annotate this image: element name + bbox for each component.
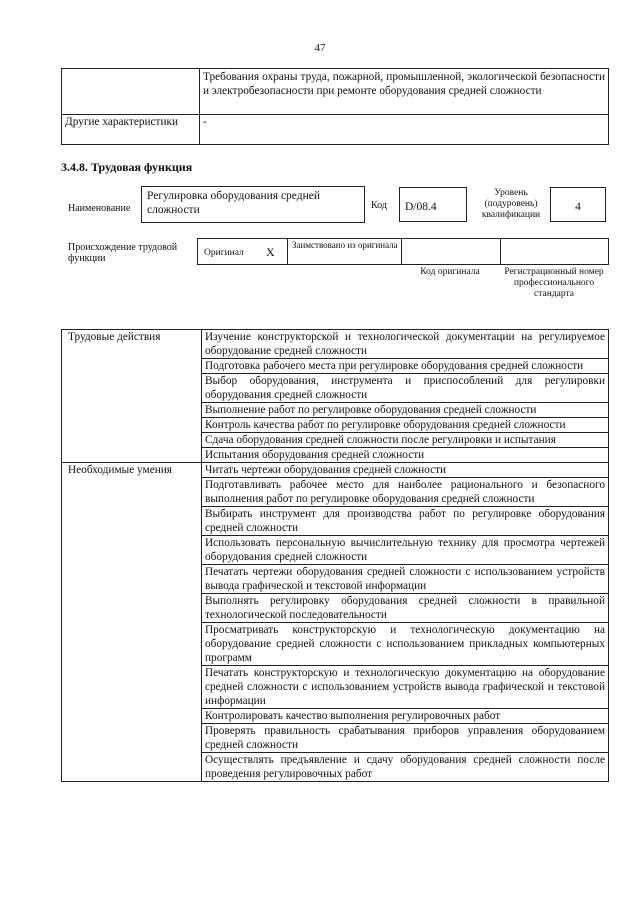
labor-action-item: Изучение конструкторской и технологической документации на регулируемое оборудование средней сложности bbox=[202, 330, 609, 359]
skill-item: Использовать персональную вычислительную технику для просмотра чертежей оборудования средней сложности bbox=[202, 536, 609, 565]
table-row bbox=[62, 69, 609, 115]
row-label bbox=[62, 69, 200, 115]
labor-action-item: Сдача оборудования средней сложности после регулировки и испытания bbox=[202, 433, 609, 448]
skill-item: Проверять правильность срабатывания приборов управления оборудованием средней сложности bbox=[202, 724, 609, 753]
table-row bbox=[62, 330, 609, 359]
borrowed-label: Заимствовано из оригинала bbox=[292, 240, 398, 250]
skills-label: Необходимые умения bbox=[62, 463, 202, 782]
level-field: 4 bbox=[550, 187, 606, 222]
reg-number-caption: Регистрационный номер профессионального стандарта bbox=[504, 267, 604, 299]
cell-divider bbox=[500, 239, 501, 264]
labor-action-item: Выполнение работ по регулировке оборудования средней сложности bbox=[202, 403, 609, 418]
skill-item: Печатать чертежи оборудования средней сложности с использованием устройств вывода графической и текстовой информации bbox=[202, 565, 609, 594]
requirements-table bbox=[61, 68, 609, 145]
labor-action-item: Выбор оборудования, инструмента и приспособлений для регулировки оборудования средней сложности bbox=[202, 374, 609, 403]
origin-row bbox=[197, 238, 609, 265]
labor-action-item: Испытания оборудования средней сложности bbox=[202, 448, 609, 463]
table-row bbox=[62, 463, 609, 478]
original-cell bbox=[198, 239, 288, 264]
origin-label: Происхождение трудовой функции bbox=[68, 242, 178, 264]
skill-item: Читать чертежи оборудования средней сложности bbox=[202, 463, 609, 478]
code-original-caption: Код оригинала bbox=[420, 267, 480, 277]
function-name-field: Регулировка оборудования средней сложности bbox=[141, 186, 365, 223]
row-label: Другие характеристики bbox=[62, 115, 200, 145]
skill-item: Подготавливать рабочее место для наиболее рационального и безопасного выполнения работ по регулировке оборудования средней сложности bbox=[202, 478, 609, 507]
row-text: - bbox=[200, 115, 609, 145]
section-title: 3.4.8. Трудовая функция bbox=[61, 160, 193, 174]
labor-action-item: Подготовка рабочего места при регулировке оборудования средней сложности bbox=[202, 359, 609, 374]
labor-function-table bbox=[61, 329, 609, 782]
original-label: Оригинал bbox=[204, 248, 244, 258]
original-mark: X bbox=[266, 245, 275, 259]
level-label: Уровень (подуровень) квалификации bbox=[481, 188, 541, 220]
labor-actions-label: Трудовые действия bbox=[62, 330, 202, 463]
code-field: D/08.4 bbox=[399, 187, 467, 222]
labor-action-item: Контроль качества работ по регулировке оборудования средней сложности bbox=[202, 418, 609, 433]
name-label: Наименование bbox=[68, 203, 131, 214]
row-text: Требования охраны труда, пожарной, промышленной, экологической безопасности и электробезопасности при ремонте оборудования средней сложности bbox=[200, 69, 609, 115]
code-label: Код bbox=[371, 200, 387, 211]
skill-item: Осуществлять предъявление и сдачу оборудования средней сложности после проведения регулировочных работ bbox=[202, 753, 609, 782]
cell-divider bbox=[401, 239, 402, 264]
skill-item: Выполнять регулировку оборудования средней сложности в правильной технологической последовательности bbox=[202, 594, 609, 623]
skill-item: Выбирать инструмент для производства работ по регулировке оборудования средней сложности bbox=[202, 507, 609, 536]
page-number: 47 bbox=[314, 42, 326, 54]
skill-item: Печатать конструкторскую и технологическую документацию на оборудование средней сложности с использованием устройств вывода графической и текстовой информации bbox=[202, 666, 609, 709]
skill-item: Контролировать качество выполнения регулировочных работ bbox=[202, 709, 609, 724]
skill-item: Просматривать конструкторскую и технологическую документацию на оборудование средней сложности с использованием прикладных компьютерных программ bbox=[202, 623, 609, 666]
table-row bbox=[62, 115, 609, 145]
